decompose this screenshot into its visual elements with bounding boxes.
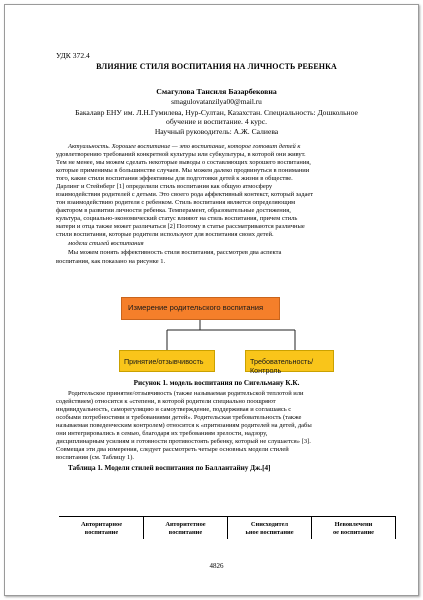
paragraph-line: они интегрировались в семью, благодаря их требованиям зрелости, надзору, (56, 430, 268, 437)
paragraph-line: Мы можем понять эффективность стиля воспитания, рассмотрев два аспекта (68, 249, 282, 256)
article-title: ВЛИЯНИЕ СТИЛЯ ВОСПИТАНИЯ НА ЛИЧНОСТЬ РЕБЕНКА (96, 62, 337, 71)
paragraph-line: Дарлинг и Стейнберг [1] определили стиль воспитания как общую атмосферу (56, 183, 273, 190)
page-number: 4826 (209, 562, 224, 570)
paragraph-line: стили воспитания, которые родители используют для воспитания своих детей. (56, 231, 274, 238)
affiliation-line-2: обучение и воспитание. 4 курс. (166, 117, 267, 126)
table-caption: Таблица 1. Модели стилей воспитания по Баллантайну Дж.[4] (68, 464, 271, 472)
advisor: Научный руководитель: А.Ж. Салиева (154, 127, 279, 136)
author-email[interactable]: smagulovatanzilya00@mail.ru (171, 97, 262, 106)
paragraph-line: того, какие стили воспитания эффективны для подготовки детей к жизни в обществе. (56, 175, 293, 182)
document-page (4, 4, 419, 596)
author-name: Смагулова Тансиля Базарбековна (156, 87, 277, 96)
paragraph-line: Актуальность. Хорошее воспитание — это воспитание, которое готовит детей к (68, 143, 301, 150)
paragraph-line: фактором в развитии личности ребенка. Темперамент, образовательные достижения, (56, 207, 291, 214)
affiliation-line-1: Бакалавр ЕНУ им. Л.Н.Гумилева, Нур-Султан, Казахстан. Специальность: Дошкольное (75, 108, 358, 117)
paragraph-line: Родительское принятие/отзывчивость (также называемая родительской теплотой или (68, 390, 304, 397)
paragraph-line: культура, социально-экономический статус влияют на стиль воспитания, причем стиль (56, 215, 298, 222)
paragraph-line: Тем не менее, мы можем сделать некоторые выводы о составляющих хорошего воспитания, (56, 159, 311, 166)
paragraph-line: матери и отца также может различаться [2] Поэтому в статье рассматриваются различные (56, 223, 305, 230)
paragraph-line: воспитания, как показано на рисунке 1. (56, 258, 166, 265)
table-header-text: Снисходител (250, 521, 289, 528)
figure-caption: Рисунок 1. модель воспитания по Сигельману К.К. (133, 379, 300, 387)
table-header-cell (312, 517, 396, 539)
table-header-text: ое воспитание (332, 529, 375, 536)
table-header-text: воспитание (168, 529, 203, 536)
paragraph-line: называемая поведенческим контролем) относится к «притязаниям родителей на детей, дабы (56, 422, 312, 429)
diagram-box-label: Измерение родительского воспитания (128, 303, 264, 312)
paragraph-line: Совмещая эти два измерения, следует рассмотреть четыре основных модели стилей (56, 446, 289, 453)
table-header-text: Невовлечени (334, 521, 373, 528)
diagram-box-label: Принятие/отзывчивость (124, 357, 204, 366)
diagram-box-acceptance (119, 350, 215, 372)
table-header-text: Авторитарное (80, 521, 123, 528)
paragraph-line: особыми потребностями и требованиями детей». Родительская требовательность (также (56, 414, 302, 421)
paragraph-line: индивидуальность, саморегуляцию и самоутверждение, поддерживая и соглашаясь с (56, 406, 292, 413)
paragraph-line: которые применимы в большинстве случаев. Мы можем далеко продвинуться в понимании (56, 167, 310, 174)
table-header-text: Авторитетное (165, 521, 206, 528)
udk-code: УДК 372.4 (56, 51, 90, 60)
table-header-cell (144, 517, 228, 539)
diagram-box-demandingness (245, 350, 334, 375)
table-header-text: воспитание (84, 529, 119, 536)
styles-table (59, 516, 396, 536)
diagram-box-dimension (121, 297, 280, 320)
paragraph-line: удовлетворению требований конкретной культуры или субкультуры, в которой они живут. (56, 151, 306, 158)
table-header-cell (60, 517, 144, 539)
paragraph-line: дисциплинарным усилиям и готовности противостоять ребенку, который не слушается» [3]. (56, 438, 311, 445)
section-subheading: модели стилей воспитания (68, 240, 144, 247)
paragraph-line: воспитания (см. Таблицу 1). (56, 454, 135, 461)
table-header-text: ьное воспитание (245, 529, 294, 536)
paragraph-line: взаимодействия родителей с детьми. Это своего рода аффективный контекст, который задает (56, 191, 314, 198)
paragraph-line: тон взаимодействию родителя с ребенком. Стиль воспитания является определяющим (56, 199, 296, 206)
diagram-box-label: Требовательность/Контроль (250, 357, 314, 375)
table-header-cell (228, 517, 312, 539)
paragraph-line: содействием) относится к «степени, в которой родители специально поощряют (56, 398, 276, 405)
